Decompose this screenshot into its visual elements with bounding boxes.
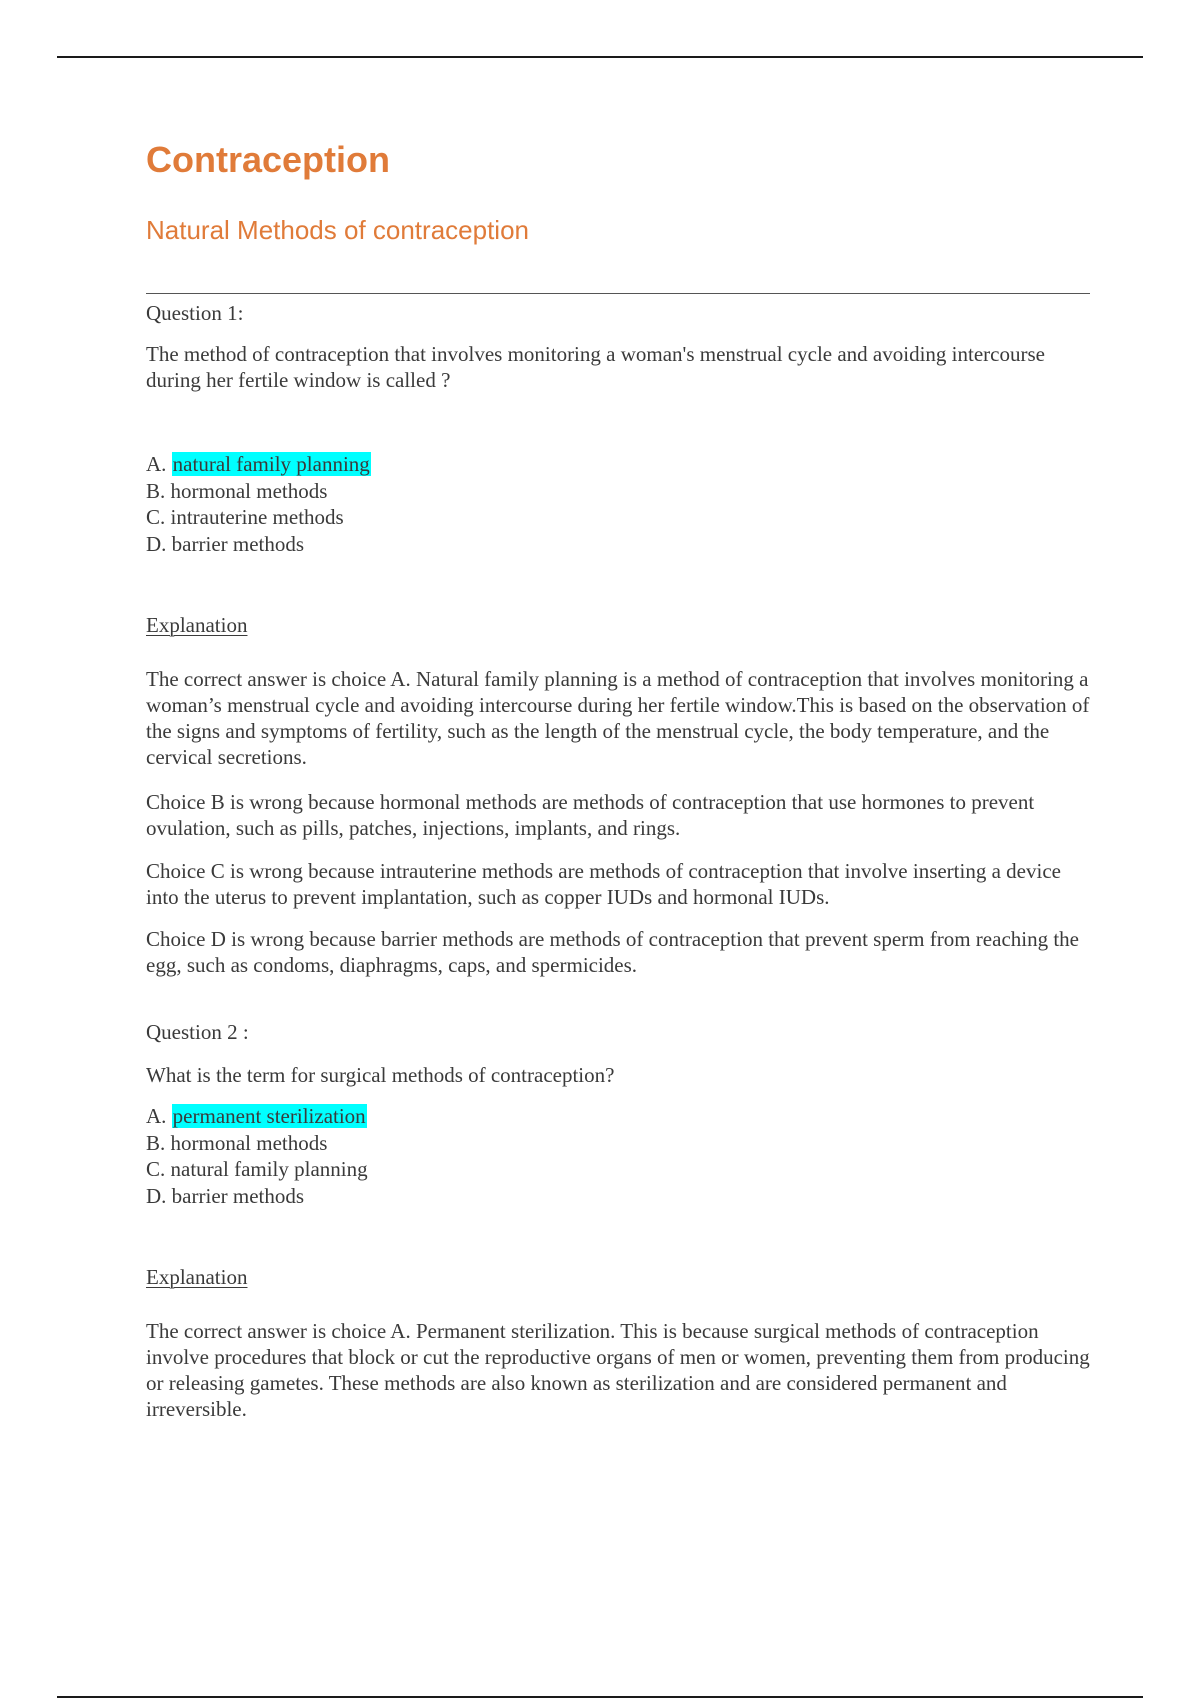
question-2-option-b [146,1130,1090,1157]
option-text: barrier methods [171,531,305,556]
question-1-option-c [146,504,1090,531]
question-1-header [146,300,1090,326]
explanation-paragraph: Choice B is wrong because hormonal methods are methods of contraception that use hormones to prevent ovulation, such as pills, patches, injections, implants, and rings. [146,790,1035,840]
explanation-paragraph: The correct answer is choice A. Permanent sterilization. This is because surgical methods of contraception involve procedures that block or cut the reproductive organs of men or women, preventing them from producing or releasing gametes. These methods are also known as sterilization and are considered permanent and irreversible. [146,1319,1090,1421]
question-1-text: The method of contraception that involves monitoring a woman's menstrual cycle and avoiding intercourse during her fertile window is called ? [146,342,1045,392]
page-top-rule [57,56,1143,58]
question-2-body [146,1062,1090,1088]
question-1-option-a [146,451,1090,478]
question-1-label: Question 1: [146,301,244,325]
option-text: hormonal methods [170,1130,328,1155]
option-letter: C. [146,1157,171,1181]
question-1-option-d [146,531,1090,558]
option-text-highlighted: permanent sterilization [172,1104,366,1128]
option-letter: C. [146,505,171,529]
question-1-explanation-para-4 [146,926,1090,978]
question-2-option-list [146,1103,1090,1209]
option-text-highlighted: natural family planning [172,452,370,476]
option-letter: A. [146,452,172,476]
question-2-option-c [146,1156,1090,1183]
page-bottom-rule [57,1696,1143,1698]
option-letter: B. [146,478,171,503]
document-title: Contraception [146,139,391,180]
question-1-explanation-para-3 [146,858,1090,910]
question-2-explanation-para-1 [146,1318,1090,1422]
question-1-explanation-para-2 [146,789,1090,841]
question-2-header [146,1019,1090,1045]
explanation-heading: Explanation [146,1265,248,1289]
question-2-option-d [146,1183,1090,1210]
option-text: natural family planning [170,1157,368,1181]
question-2-option-a [146,1103,1090,1130]
option-letter: A. [146,1104,172,1128]
question-1-option-b [146,478,1090,505]
option-letter: D. [146,531,172,556]
question-2-explanation-header [146,1264,1090,1290]
question-1-explanation-para-1 [146,666,1090,770]
option-text: barrier methods [171,1183,305,1208]
explanation-paragraph: The correct answer is choice A. Natural family planning is a method of contraception that involves monitoring a woman’s menstrual cycle and avoiding intercourse during her fertile window.This is based on the observation of the signs and symptoms of fertility, such as the length of the menstrual cycle, the body temperature, and the cervical secretions. [146,667,1090,769]
question-2-text: What is the term for surgical methods of contraception? [146,1063,615,1087]
question-1-body [146,341,1090,393]
question-2-label: Question 2 : [146,1020,249,1044]
question-1-options [146,451,1090,557]
option-letter: B. [146,1130,171,1155]
question-1-option-list [146,451,1090,557]
explanation-paragraph: Choice D is wrong because barrier methods are methods of contraception that prevent sperm from reaching the egg, such as condoms, diaphragms, caps, and spermicides. [146,927,1080,977]
option-text: intrauterine methods [170,505,344,529]
explanation-heading: Explanation [146,613,248,637]
option-letter: D. [146,1183,172,1208]
question-2-options [146,1103,1090,1209]
question-1-explanation-header [146,612,1090,638]
option-text: hormonal methods [170,478,328,503]
section-divider [146,293,1090,294]
explanation-paragraph: Choice C is wrong because intrauterine methods are methods of contraception that involve inserting a device into the uterus to prevent implantation, such as copper IUDs and hormonal IUDs. [146,859,1061,909]
document-subtitle: Natural Methods of contraception [146,215,529,245]
